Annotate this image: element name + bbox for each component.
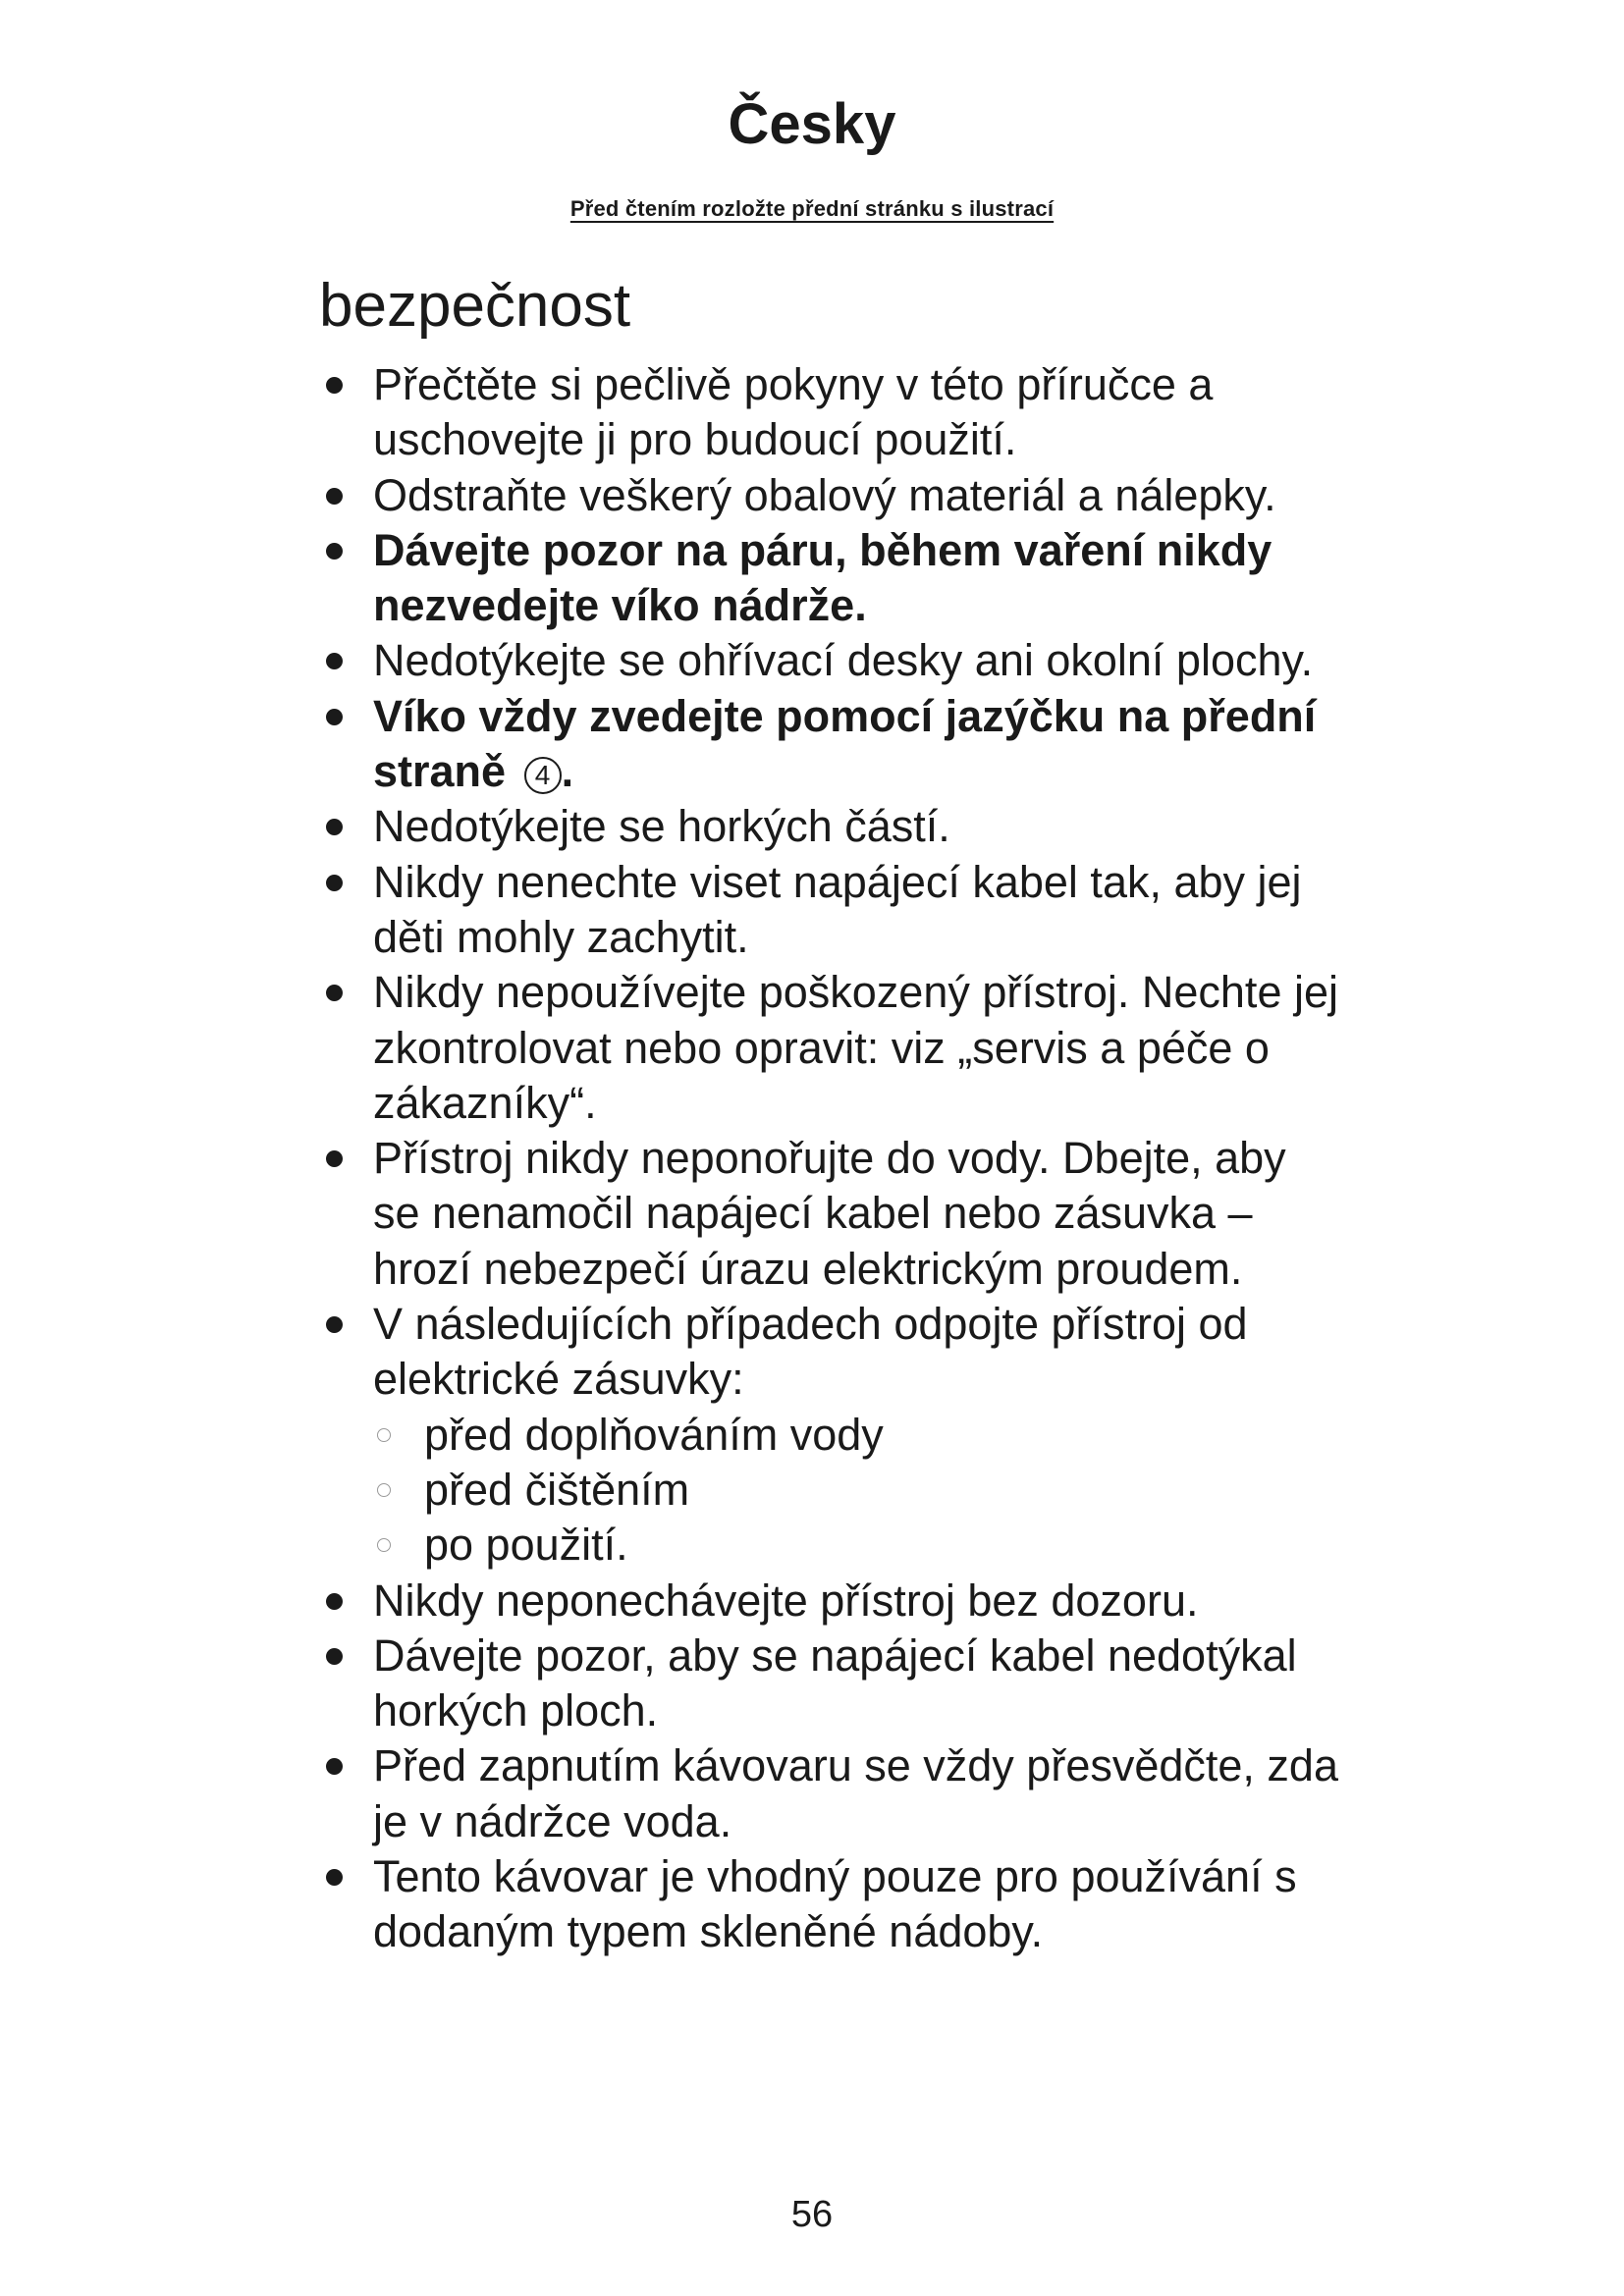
- item-text: Nikdy neponechávejte přístroj bez dozoru.: [373, 1575, 1199, 1626]
- bullet-icon: [326, 985, 343, 1001]
- item-text: Nedotýkejte se horkých částí.: [373, 801, 950, 852]
- item-suffix: .: [561, 746, 574, 797]
- unplug-cases-list: [373, 1408, 1340, 1574]
- list-item: [319, 1629, 1340, 1739]
- bullet-icon: [326, 653, 343, 669]
- bullet-icon: [326, 875, 343, 891]
- sub-list-item: [373, 1518, 1340, 1573]
- page-number: 56: [790, 2194, 834, 2235]
- list-item: [319, 965, 1340, 1131]
- instruction-text: Před čtením rozložte přední stránku s ilustrací: [569, 196, 1055, 221]
- list-item-warning: [319, 689, 1340, 800]
- safety-instructions: [319, 357, 1340, 1960]
- sub-item-text: před doplňováním vody: [424, 1409, 884, 1460]
- list-item: [319, 1131, 1340, 1297]
- page-language-header: Česky: [728, 92, 896, 156]
- bullet-icon: [326, 488, 343, 505]
- bullet-icon: [326, 1593, 343, 1610]
- list-item: [319, 1574, 1340, 1629]
- list-item: [319, 1849, 1340, 1960]
- figure-reference-icon: 4: [524, 757, 562, 794]
- hollow-bullet-icon: [377, 1428, 391, 1442]
- item-text: Nikdy nepoužívejte poškozený přístroj. Nechte jej zkontrolovat nebo opravit: viz „servis a péče o zákazníky“.: [373, 967, 1338, 1128]
- list-item: [319, 468, 1340, 523]
- item-text: Dávejte pozor na páru, během vaření nikdy nezvedejte víko nádrže.: [373, 524, 1272, 631]
- hollow-bullet-icon: [377, 1538, 391, 1552]
- sub-item-text: před čištěním: [424, 1464, 690, 1515]
- bullet-icon: [326, 1648, 343, 1665]
- hollow-bullet-icon: [377, 1483, 391, 1497]
- item-text: Před zapnutím kávovaru se vždy přesvědčte, zda je v nádržce voda.: [373, 1740, 1338, 1846]
- safety-list: [319, 357, 1340, 1960]
- bullet-icon: [326, 1758, 343, 1775]
- item-text: Tento kávovar je vhodný pouze pro používání s dodaným typem skleněné nádoby.: [373, 1851, 1297, 1957]
- item-text: Víko vždy zvedejte pomocí jazýčku na přední straně: [373, 690, 1317, 797]
- item-text: Nikdy nenechte viset napájecí kabel tak, aby jej děti mohly zachytit.: [373, 856, 1302, 962]
- list-item-warning: [319, 523, 1340, 634]
- bullet-icon: [326, 377, 343, 394]
- list-item: [319, 633, 1340, 688]
- list-item: [319, 799, 1340, 854]
- list-item: [319, 1738, 1340, 1849]
- list-item: [319, 1297, 1340, 1573]
- item-text: V následujících případech odpojte přístroj od elektrické zásuvky:: [373, 1299, 1248, 1405]
- bullet-icon: [326, 1150, 343, 1167]
- sub-list-item: [373, 1463, 1340, 1518]
- item-text: Dávejte pozor, aby se napájecí kabel nedotýkal horkých ploch.: [373, 1629, 1297, 1736]
- item-text: Přečtěte si pečlivě pokyny v této příručce a uschovejte ji pro budoucí použití.: [373, 359, 1214, 465]
- item-text: Přístroj nikdy neponořujte do vody. Dbejte, aby se nenamočil napájecí kabel nebo zásuvka – hrozí nebezpečí úrazu elektrickým proudem.: [373, 1133, 1286, 1294]
- list-item: [319, 357, 1340, 468]
- list-item: [319, 855, 1340, 966]
- bullet-icon: [326, 543, 343, 560]
- bullet-icon: [326, 819, 343, 835]
- bullet-icon: [326, 1869, 343, 1886]
- bullet-icon: [326, 1316, 343, 1333]
- bullet-icon: [326, 709, 343, 725]
- sub-list-item: [373, 1408, 1340, 1463]
- sub-item-text: po použití.: [424, 1520, 628, 1571]
- section-title: bezpečnost: [319, 272, 631, 340]
- item-text: Nedotýkejte se ohřívací desky ani okolní plochy.: [373, 635, 1314, 686]
- page-instruction-line: [0, 196, 1624, 222]
- item-text: Odstraňte veškerý obalový materiál a nálepky.: [373, 469, 1276, 520]
